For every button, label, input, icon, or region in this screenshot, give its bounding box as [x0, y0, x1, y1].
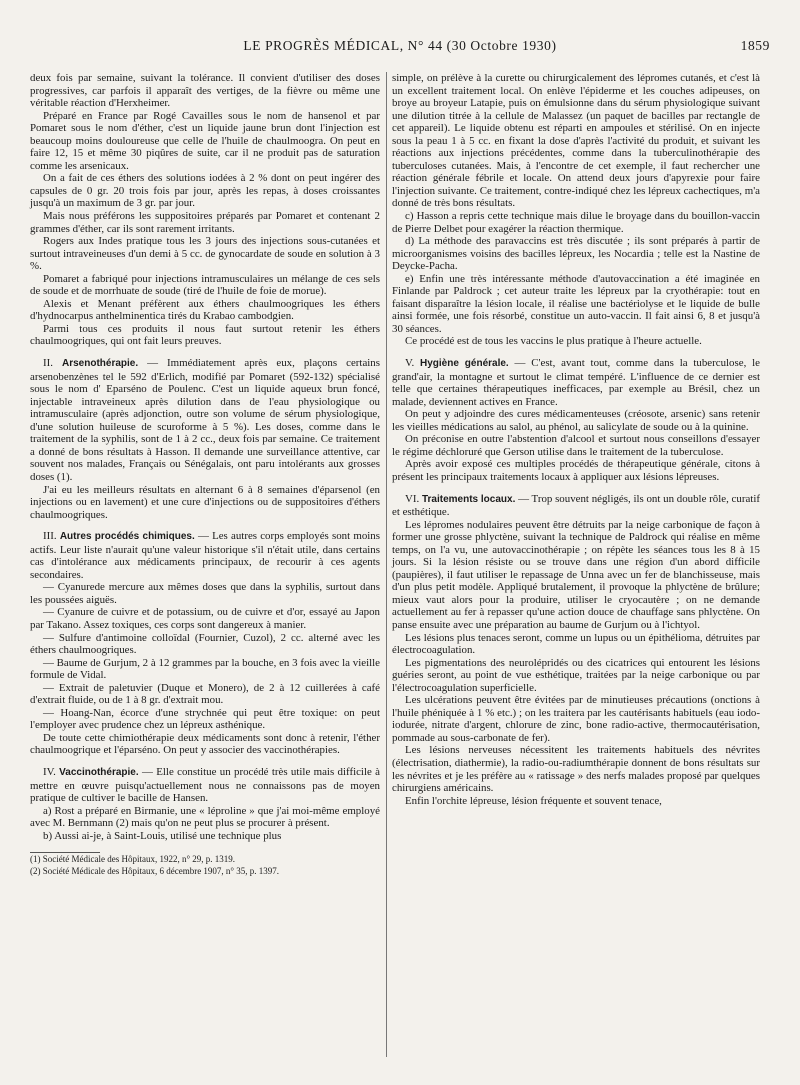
footnote-rule: [30, 852, 100, 853]
section-arsenotherapie: [30, 357, 380, 483]
section-number: II.: [43, 357, 53, 370]
list-item: d) La méthode des paravaccins est très discutée ; ils sont préparés à partir de microorganismes voisins des bacilles lépreux, les Nocardia ; telle est la Nastine de Deycke-Pacha.: [392, 235, 760, 273]
left-column: [30, 72, 380, 877]
page-number: 1859: [740, 38, 770, 53]
section-number: IV.: [43, 765, 56, 778]
right-column: [392, 72, 760, 807]
list-item: — Hoang-Nan, écorce d'une strychnée qui peut être toxique: on peut l'employer avec prudence chez un lépreux asthénique.: [30, 706, 380, 732]
paragraph: Parmi tous ces produits il nous faut surtout retenir les éthers chaulmoogriques, qui ont fait leurs preuves.: [30, 322, 380, 348]
paragraph: Les lépromes nodulaires peuvent être détruits par la neige carbonique de façon à former une grosse phlyctène, suivant la technique de Paldrock qui réalise en même temps, on l'a vu, une autovaccinothérapie ; on répète les séances tous les 8 à 15 jours. Si la lésion résiste ou se trouve dans une région d'un abord difficile (paupières), il faut utiliser le repassage de Unna avec un fer de blanchisseuse, mais d'un plus petit modèle. Appliqué brutalement, il provoque la phlyctène de brûlure; mieux vaut alors pour la produire, utiliser le cryocautère ; on ne demande actuellement au fer à repasser qu'une action douce de chauffage sans phlyctène. On panse ensuite avec une préparation au baume de Gurjum ou à l'ichtyol.: [392, 518, 760, 631]
journal-title: LE PROGRÈS MÉDICAL, N° 44 (30 Octobre 1930): [243, 38, 557, 53]
paragraph: Alexis et Menant préfèrent aux éthers chaulmoogriques les éthers d'hydnocarpus anthelminentica tirés du Krabao cambodgien.: [30, 297, 380, 323]
paragraph: J'ai eu les meilleurs résultats en alternant 6 à 8 semaines d'éparsenol (en injections ou en lavement) et une cure d'injections ou de suppositoires d'éthers chaulmoogriques.: [30, 483, 380, 521]
footnote: (1) Société Médicale des Hôpitaux, 1922, n° 29, p. 1319.: [30, 854, 236, 865]
running-header: [30, 38, 770, 60]
footnote: (2) Société Médicale des Hôpitaux, 6 décembre 1907, n° 35, p. 1397.: [30, 866, 280, 877]
section-vaccinotherapie: [30, 766, 380, 805]
list-item: b) Aussi ai-je, à Saint-Louis, utilisé une technique plus: [43, 829, 282, 842]
section-text: — Les autres corps employés sont moins actifs. Leur liste n'aurait qu'une valeur historique s'il n'était utile, dans certains cas d'intolérance aux médicaments principaux, de recourir à ces agents secondaires.: [30, 530, 380, 581]
paragraph: Préparé en France par Rogé Cavailles sous le nom de hansenol et par Pomaret sous le nom d'éther, c'est un liquide jaune brun dont l'injection est beaucoup moins douloureuse que celle de l'huile de chaulmoogra. On peut en faire 12, 15 et même 30 piqûres de suite, car il ne produit pas de saturation comme les arsenicaux.: [30, 109, 380, 172]
paragraph: On a fait de ces éthers des solutions iodées à 2 % dont on peut ingérer des capsules de 0 gr. 20 trois fois par jour, après les repas, à doses croissantes jusqu'à un maximum de 3 gr. par jour.: [30, 172, 380, 210]
section-text: — Elle constitue un procédé très utile mais difficile à mettre en œuvre puisqu'actuellement nous ne connaissons pas de moyen pratique de cultiver le bacille de Hansen.: [30, 765, 380, 805]
section-text: — C'est, avant tout, comme dans la tuberculose, le grand'air, la montagne et surtout le climat tempéré. L'influence de ce dernier est telle que certaines thérapeutiques inefficaces, par exemple au Brésil, chez un malade, deviennent actives en France.: [392, 357, 760, 408]
paragraph: simple, on prélève à la curette ou chirurgicalement des lépromes cutanés, et c'est là un excellent traitement local. On enlève l'épiderme et les couches adipeuses, on broye au broyeur Latapie, puis on émulsionne dans du sérum physiologique suivant une dilution titrée à la cellule de Malassez (un paquet de bacilles par rectangle de cet appareil). Le liquide obtenu est réparti en ampoules et stérilisé. On en injecte sous la peau 1 à 5 cc. en fixant la dose d'après l'activité du produit, et suivant les réactions aux injections précédentes, comme dans la tuberculinothérapie des tuberculoses cutanées. Mais, à l'encontre de cet exemple, il faut rechercher une réaction générale fébrile et locale. On attend deux jours d'apyrexie pour faire l'injection suivante. Ce traitement, contre-indiqué chez les lépreux cachectiques, m'a donné de très bons résultats.: [392, 72, 760, 210]
section-text: — Trop souvent négligés, ils ont un double rôle, curatif et esthétique.: [392, 492, 760, 519]
section-heading: Hygiène générale.: [420, 358, 509, 370]
section-number: III.: [43, 530, 57, 543]
paragraph: Après avoir exposé ces multiples procédés de thérapeutique générale, citons à présent les principaux traitements locaux à appliquer aux lésions lépreuses.: [392, 458, 760, 483]
section-heading: Vaccinothérapie.: [59, 766, 139, 778]
section-number: V.: [405, 357, 415, 370]
paragraph: Les lésions nerveuses nécessitent les traitements habituels des névrites (électrisation, diathermie), la radio-ou-radiumthérapie donnent de bons résultats sur les névrites et je les préfère au « ratissage » des nerfs malades proposé par quelques chirurgiens américains.: [392, 744, 760, 795]
paragraph: deux fois par semaine, suivant la tolérance. Il convient d'utiliser des doses progressives, car parfois il apparaît des vertiges, de la fièvre ou même une véritable réaction d'Herxheimer.: [30, 72, 380, 110]
list-item: — Sulfure d'antimoine colloïdal (Fournier, Cuzol), 2 cc. alterné avec les éthers chaulmoogriques.: [30, 631, 380, 657]
list-item: — Extrait de paletuvier (Duque et Monero), de 2 à 12 cuillerées à café d'extrait fluide, ou de 1 à 8 gr. d'extrait mou.: [30, 681, 380, 707]
section-hygiene-generale: [392, 357, 760, 408]
paragraph: On préconise en outre l'abstention d'alcool et surtout nous conseillons d'essayer le régime déchloruré que Gerson utilise dans le traitement de la tuberculose.: [392, 433, 760, 458]
paragraph: Les pigmentations des neurolépridés ou des cicatrices qui entourent les lésions guéries seront, au point de vue esthétique, traitées par la neige carbonique ou par l'électrocoagulation superficielle.: [392, 656, 760, 694]
paragraph: Les lésions plus tenaces seront, comme un lupus ou un épithélioma, détruites par électrocoagulation.: [392, 631, 760, 657]
list-item: e) Enfin une très intéressante méthode d'autovaccination a été imaginée en Finlande par Paldrock ; cet auteur traite les lépreux par la cryothérapie: tout en faisant disparaître la lésion locale, il réalise une bactériolyse et le liquide de bulle ainsi formée, une fois résorbé, constitue un auto-vaccin. Il fait ainsi 6, 8 et jusqu'à 30 séances.: [392, 272, 760, 335]
section-traitements-locaux: [392, 493, 760, 519]
list-item: — Cyanure de cuivre et de potassium, ou de cuivre et d'or, essayé au Japon par Takano. Assez toxiques, ces corps sont dangereux à manier.: [30, 606, 380, 631]
paragraph: Pomaret a fabriqué pour injections intramusculaires un mélange de ces sels de soude et de morrhuate de soude (tiré de l'huile de foie de morue).: [30, 272, 380, 298]
paragraph: Rogers aux Indes pratique tous les 3 jours des injections sous-cutanées et surtout intraveineuses d'un demi à 5 cc. de gynocardate de soude en solution à 3 %.: [30, 235, 380, 273]
list-item: — Baume de Gurjum, 2 à 12 grammes par la bouche, en 3 fois avec la vieille formule de Vidal.: [30, 656, 380, 682]
section-heading: Traitements locaux.: [421, 493, 516, 505]
paragraph: Les ulcérations peuvent être évitées par de minutieuses précautions (onctions à l'huile phéniquée à 1 % etc.) ; on les traitera par les cautérisants habituels (eau iodo-iodurée, nitrate d'argent, chlorure de zinc, bone radio-active, thermocautérisation, pommade au sous-carbonate de fer).: [392, 694, 760, 744]
section-autres-procedes: [30, 530, 380, 581]
paragraph: Ce procédé est de tous les vaccins le plus pratique à l'heure actuelle.: [405, 335, 702, 348]
paragraph: Mais nous préférons les suppositoires préparés par Pomaret et contenant 2 grammes d'éther, car ils sont rarement irritants.: [30, 210, 380, 235]
column-divider: [386, 72, 387, 1057]
paragraph: On peut y adjoindre des cures médicamenteuses (créosote, arsenic) sans retenir les vieilles médications au salol, au phénol, au salicylate de soude ou à la quinine.: [392, 408, 760, 433]
section-heading: Arsenothérapie.: [62, 358, 139, 370]
list-item: a) Rost a préparé en Birmanie, une « léproline » que j'ai moi-même employé avec M. Bernmann (2) mais qu'on ne peut plus se procurer à présent.: [30, 804, 380, 830]
paragraph: De toute cette chimiothérapie deux médicaments sont donc à retenir, l'éther chaulmoogrique et l'éparséno. On peut y associer des vaccinothérapies.: [30, 731, 380, 757]
section-heading: Autres procédés chimiques.: [59, 531, 195, 543]
list-item: c) Hasson a repris cette technique mais dilue le broyage dans du bouillon-vaccin de Pierre Delbet pour exagérer la réaction thermique.: [392, 210, 760, 235]
list-item: — Cyanurede mercure aux mêmes doses que dans la syphilis, surtout dans les poussées aiguës.: [30, 581, 380, 606]
section-number: VI.: [405, 492, 420, 505]
section-text: — Immédiatement après eux, plaçons certains arsenobenzènes tel le 592 d'Erlich, modifié par Pomaret (592-132) spécialisé sous le nom d' Eparséno de Poulenc. C'est un liquide aqueux brun foncé, injectable intraveineux après dilution dans de l'eau physiologique ou intramusculaire (après adjonction, outre son volume de sérum physiologique, d'une solution huileuse de scuroforme à 5 %). Les doses, comme dans le traitement de la syphilis, sont de 1 à 2 cc., deux fois par semaine. Ce traitement a donné de bons résultats à Hasson. Il demande une surveillance attentive, car souvent nos malades, Français ou Sénégalais, ont paru intolérants aux grosses doses (1).: [30, 357, 380, 483]
paragraph: Enfin l'orchite lépreuse, lésion fréquente et souvent tenace,: [405, 794, 662, 807]
